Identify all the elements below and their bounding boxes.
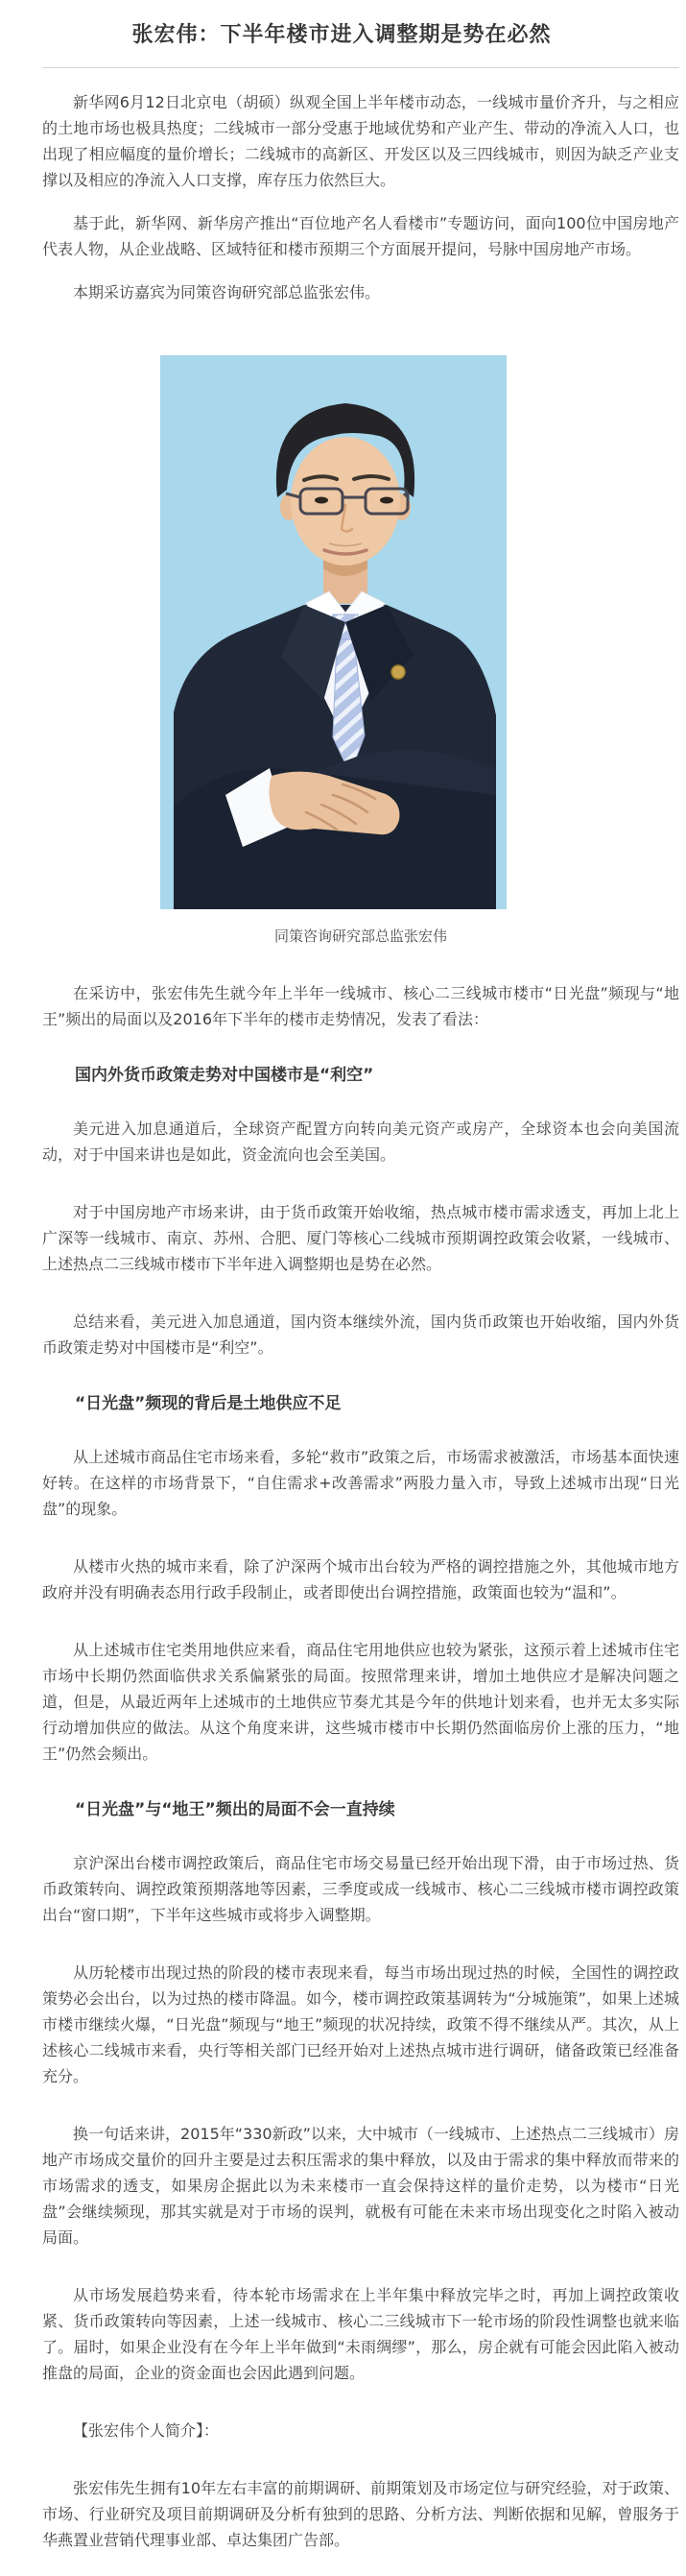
article-paragraph: 美元进入加息通道后，全球资产配置方向转向美元资产或房产，全球资本也会向美国流动，对于中国来讲也是如此，资金流向也会至美国。 <box>42 1119 679 1164</box>
portrait-illustration <box>160 355 507 909</box>
article-paragraph: 新华网6月12日北京电（胡硕）纵观全国上半年楼市动态，一线城市量价齐升，与之相应的土地市场也极具热度；二线城市一部分受惠于地域优势和产业产生、带动的净流入人口，也出现了相应幅度的量价增长；二线城市的高新区、开发区以及三四线城市，则因为缺乏产业支撑以及相应的净流入人口支撑，库存压力依然巨大。 <box>42 93 679 189</box>
photo-caption: 同策咨询研究部总监张宏伟 <box>273 927 447 945</box>
article-title: 张宏伟：下半年楼市进入调整期是势在必然 <box>131 22 552 47</box>
article-paragraph: 京沪深出台楼市调控政策后，商品住宅市场交易量已经开始出现下滑，由于市场过热、货币政策转向、调控政策预期落地等因素，三季度或成一线城市、核心二三线城市楼市调控政策出台“窗口期”，下半年这些城市或将步入调整期。 <box>42 1854 679 1924</box>
portrait-photo <box>160 355 507 909</box>
article-paragraph: 从上述城市住宅类用地供应来看，商品住宅用地供应也较为紧张，这预示着上述城市住宅市场中长期仍然面临供求关系偏紧张的局面。按照常理来讲，增加土地供应才是解决问题之道，但是，从最近两年上述城市的土地供应节奏尤其是今年的供地计划来看，也并无太多实际行动增加供应的做法。从这个角度来讲，这些城市楼市中长期仍然面临房价上涨的压力，“地王”仍然会频出。 <box>42 1641 679 1763</box>
article-paragraph: 从历轮楼市出现过热的阶段的楼市表现来看，每当市场出现过热的时候，全国性的调控政策势必会出台，以为过热的楼市降温。如今，楼市调控政策基调转为“分城施策”，如果上述城市楼市继续火爆，“日光盘”频现与“地王”频现的状况持续，政策不得不继续从严。其次，从上述核心二线城市来看，央行等相关部门已经开始对上述热点城市进行调研，储备政策已经准备充分。 <box>42 1963 679 2085</box>
article-paragraph: 张宏伟先生拥有10年左右丰富的前期调研、前期策划及市场定位与研究经验，对于政策、市场、行业研究及项目前期调研及分析有独到的思路、分析方法、判断依据和见解，曾服务于华燕置业营销代理事业部、卓达集团广告部。 <box>42 2479 679 2549</box>
article-paragraph: 从市场发展趋势来看，待本轮市场需求在上半年集中释放完毕之时，再加上调控政策收紧、货币政策转向等因素，上述一线城市、核心二三线城市下一轮市场的阶段性调整也就来临了。届时，如果企业没有在今年上半年做到“未雨绸缪”，那么，房企就有可能会因此陷入被动推盘的局面，企业的资金面也会因此遇到问题。 <box>42 2286 679 2382</box>
section-heading: “日光盘”与“地王”频出的局面不会一直持续 <box>75 1800 395 1819</box>
article-paragraph: 本期采访嘉宾为同策咨询研究部总监张宏伟。 <box>73 283 381 301</box>
section-heading: “日光盘”频现的背后是土地供应不足 <box>75 1394 342 1413</box>
article-paragraph: 在采访中，张宏伟先生就今年上半年一线城市、核心二三线城市楼市“日光盘”频现与“地王”频出的局面以及2016年下半年的楼市走势情况，发表了看法： <box>42 984 679 1028</box>
article-paragraph: 换一句话来讲，2015年“330新政”以来，大中城市（一线城市、上述热点二三线城市）房地产市场成交量价的回升主要是过去积压需求的集中释放，以及由于需求的集中释放而带来的市场需求的透支，如果房企据此以为未来楼市一直会保持这样的量价走势，以为楼市“日光盘”会继续频现，那其实就是对于市场的误判，就极有可能在未来市场出现变化之时陷入被动局面。 <box>42 2125 679 2247</box>
article-paragraph: 对于中国房地产市场来讲，由于货币政策开始收缩，热点城市楼市需求透支，再加上北上广深等一线城市、南京、苏州、合肥、厦门等核心二线城市预期调控政策会收紧，一线城市、上述热点二三线城市楼市下半年进入调整期也是势在必然。 <box>42 1203 679 1273</box>
profile-label: 【张宏伟个人简介】： <box>73 2421 220 2440</box>
article-paragraph: 从上述城市商品住宅市场来看，多轮“救市”政策之后，市场需求被激活，市场基本面快速好转。在这样的市场背景下，“自住需求+改善需求”两股力量入市，导致上述城市出现“日光盘”的现象。 <box>42 1448 679 1518</box>
article-paragraph: 基于此，新华网、新华房产推出“百位地产名人看楼市”专题访问，面向100位中国房地产代表人物，从企业战略、区域特征和楼市预期三个方面展开提问，号脉中国房地产市场。 <box>42 214 679 258</box>
gold-lapel-pin <box>391 665 405 679</box>
article-paragraph: 从楼市火热的城市来看，除了沪深两个城市出台较为严格的调控措施之外，其他城市地方政府并没有明确表态用行政手段制止，或者即使出台调控措施，政策面也较为“温和”。 <box>42 1557 679 1601</box>
title-divider <box>42 67 679 68</box>
section-heading: 国内外货币政策走势对中国楼市是“利空” <box>75 1066 374 1085</box>
article-paragraph: 总结来看，美元进入加息通道，国内资本继续外流，国内货币政策也开始收缩，国内外货币政策走势对中国楼市是“利空”。 <box>42 1312 679 1357</box>
